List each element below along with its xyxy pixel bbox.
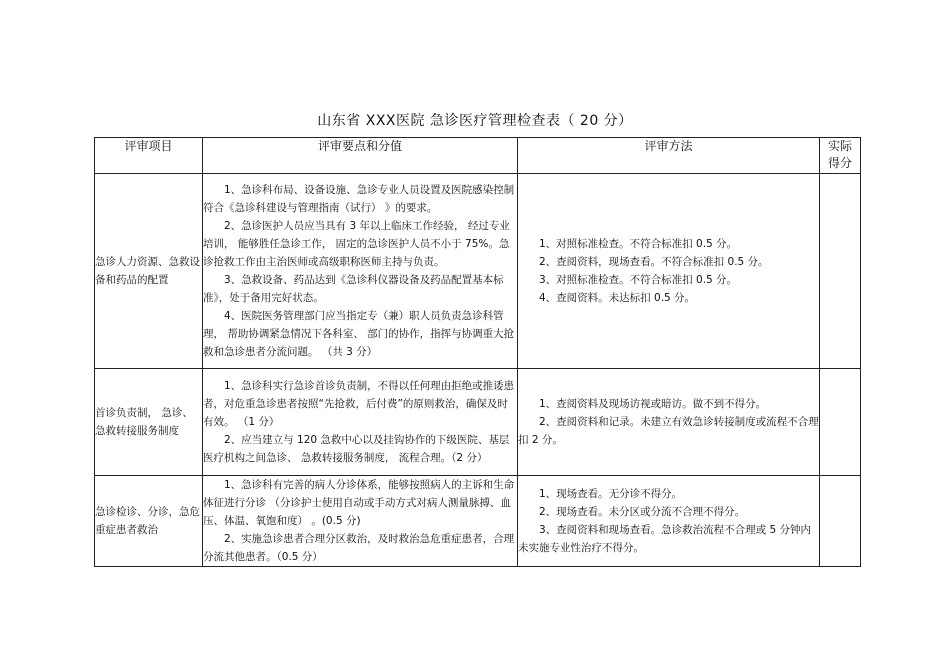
review-item-cell: 急诊人力资源、急救设备和药品的配置 xyxy=(95,174,203,369)
actual-score-cell[interactable] xyxy=(820,174,861,369)
key-point: 1、急诊科实行急诊首诊负责制，不得以任何理由拒绝或推诿患者，对危重急诊患者按照“先抢救，后付费”的原则救治，确保及时有效。 （1 分） xyxy=(203,380,515,428)
key-point: 1、急诊科布局、设备设施、急诊专业人员设置及医院感染控制符合《急诊科建设与管理指南（试行） 》的要求。 xyxy=(203,184,515,214)
method-item: 3、查阅资料和现场查看。急诊救治流程不合理或 5 分钟内未实施专业性治疗不得分。 xyxy=(518,524,812,554)
review-method-cell xyxy=(518,369,820,476)
review-item-cell: 首诊负责制， 急诊、急救转接服务制度 xyxy=(95,369,203,476)
review-method-cell xyxy=(518,174,820,369)
method-item: 2、查阅资料和记录。未建立有效急诊转接制度或流程不合理扣 2 分。 xyxy=(518,416,819,446)
header-review-method: 评审方法 xyxy=(518,138,820,174)
key-points-cell xyxy=(203,476,518,567)
header-score-line2: 得分 xyxy=(827,156,852,170)
key-point: 3、急救设备、药品达到《急诊科仪器设备及药品配置基本标准》，处于备用完好状态。 xyxy=(203,274,504,304)
method-item: 1、现场查看。无分诊不得分。 xyxy=(539,488,683,500)
inspection-table xyxy=(94,137,861,567)
method-item: 4、查阅资料。未达标扣 0.5 分。 xyxy=(539,292,696,304)
method-item: 1、对照标准检查。不符合标准扣 0.5 分。 xyxy=(539,238,738,250)
actual-score-cell[interactable] xyxy=(820,476,861,567)
table-row xyxy=(95,476,861,567)
review-item-cell: 急诊检诊、分诊，急危重症患者救治 xyxy=(95,476,203,567)
page-title: 山东省 XXX医院 急诊医疗管理检查表（ 20 分） xyxy=(317,113,633,129)
method-item: 2、查阅资料，现场查看。不符合标准扣 0.5 分。 xyxy=(539,256,769,268)
key-points-cell xyxy=(203,369,518,476)
key-point: 4、医院医务管理部门应当指定专（兼）职人员负责急诊科管理， 帮助协调紧急情况下各科室、 部门的协作，指挥与协调重大抢救和急诊患者分流问题。 （共 3 分） xyxy=(203,310,515,358)
table-header-row xyxy=(95,138,861,174)
key-point: 2、应当建立与 120 急救中心以及挂钩协作的下级医院、基层医疗机构之间急诊、 急救转接服务制度， 流程合理。（2 分） xyxy=(203,434,510,464)
header-score-line1: 实际 xyxy=(827,139,852,153)
key-point: 1、急诊科有完善的病人分诊体系，能够按照病人的主诉和生命体征进行分诊 （分诊护士使用自动或手动方式对病人测量脉搏、血压、体温、氧饱和度） 。(0.5 分) xyxy=(203,479,515,527)
method-item: 2、现场查看。未分区或分流不合理不得分。 xyxy=(539,506,746,518)
header-review-item: 评审项目 xyxy=(95,138,203,174)
key-point: 2、急诊医护人员应当具有 3 年以上临床工作经验， 经过专业培训， 能够胜任急诊工作， 固定的急诊医护人员不小于 75%。急诊抢救工作由主治医师或高级职称医师主持与负责。 xyxy=(203,220,510,268)
header-key-points: 评审要点和分值 xyxy=(203,138,518,174)
table-row xyxy=(95,369,861,476)
key-points-cell xyxy=(203,174,518,369)
method-item: 1、查阅资料及现场访视或暗访。做不到不得分。 xyxy=(539,398,767,410)
key-point: 2、实施急诊患者合理分区救治，及时救治急危重症患者，合理分流其他患者。（0.5 分） xyxy=(203,533,515,563)
method-item: 3、对照标准检查。不符合标准扣 0.5 分。 xyxy=(539,274,738,286)
table-row xyxy=(95,174,861,369)
header-actual-score xyxy=(820,138,861,174)
actual-score-cell[interactable] xyxy=(820,369,861,476)
review-method-cell xyxy=(518,476,820,567)
